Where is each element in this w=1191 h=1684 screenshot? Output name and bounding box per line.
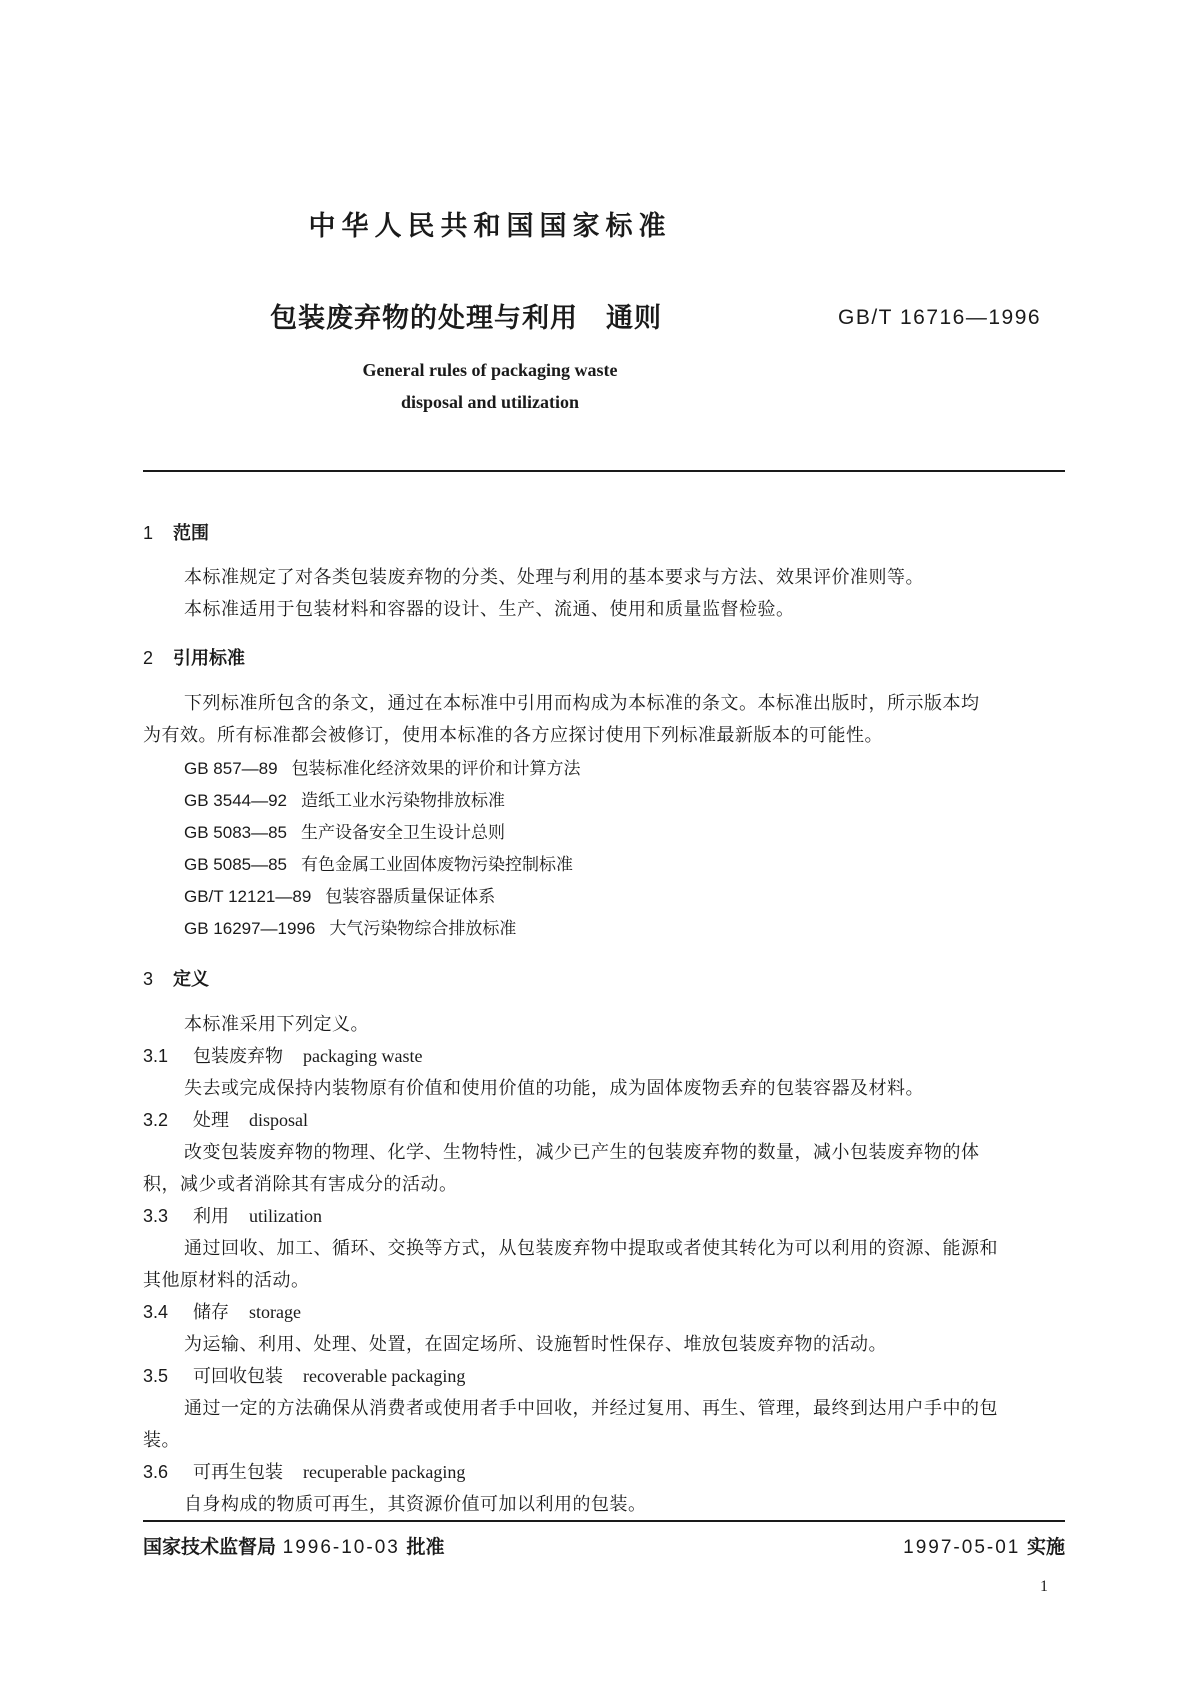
term-en: utilization [249,1206,322,1226]
reference-code: GB 857—89 [184,759,278,778]
term-en: packaging waste [303,1046,423,1066]
term-cn: 利用 [193,1206,229,1227]
term-cn: 储存 [193,1302,229,1323]
implementation-info [903,1532,1065,1559]
term-heading [143,1298,301,1324]
reference-item [184,786,505,811]
title-cn-sub: 通则 [606,303,662,334]
title-en-line1: General rules of packaging waste [362,360,618,380]
term-number: 3.3 [143,1206,169,1226]
paragraph: 本标准采用下列定义。 [184,1014,369,1035]
term-definition: 失去或完成保持内装物原有价值和使用价值的功能，成为固体废物丢弃的包装容器及材料。 [184,1078,924,1099]
term-definition: 其他原材料的活动。 [143,1270,310,1291]
reference-title: 生产设备安全卫生设计总则 [301,823,506,843]
reference-title: 包装标准化经济效果的评价和计算方法 [291,759,581,779]
term-number: 3.1 [143,1046,169,1066]
term-heading [143,1458,465,1484]
term-cn: 包装废弃物 [193,1046,283,1067]
reference-code: GB/T 12121—89 [184,887,312,906]
approve-org: 国家技术监督局 [143,1536,277,1558]
term-number: 3.5 [143,1366,169,1386]
term-cn: 可回收包装 [193,1366,283,1387]
section-title: 引用标准 [173,648,245,669]
term-number: 3.2 [143,1110,169,1130]
section-number: 2 [143,648,154,668]
impl-label: 实施 [1026,1536,1065,1558]
section-number: 3 [143,969,154,989]
section-1-heading [143,519,209,545]
term-definition: 为运输、利用、处理、处置，在固定场所、设施暂时性保存、堆放包装废弃物的活动。 [184,1334,887,1355]
section-2-heading [143,644,245,670]
approval-info [143,1532,444,1559]
term-definition: 通过回收、加工、循环、交换等方式，从包装废弃物中提取或者使其转化为可以利用的资源、能源和 [184,1238,998,1259]
reference-item [184,818,505,843]
term-heading [143,1106,308,1132]
section-title: 定义 [173,969,209,990]
term-definition: 改变包装废弃物的物理、化学、生物特性，减少已产生的包装废弃物的数量，减小包装废弃物的体 [184,1142,980,1163]
section-number: 1 [143,523,154,543]
term-number: 3.6 [143,1462,169,1482]
term-number: 3.4 [143,1302,169,1322]
header-divider [143,470,1065,472]
term-heading [143,1042,422,1068]
title-cn-main: 包装废弃物的处理与利用 [270,303,578,334]
section-3-heading [143,965,209,991]
reference-title: 造纸工业水污染物排放标准 [301,791,506,811]
term-definition: 自身构成的物质可再生，其资源价值可加以利用的包装。 [184,1494,647,1515]
reference-item [184,754,581,779]
title-en-line2: disposal and utilization [400,392,580,412]
term-en: recoverable packaging [303,1366,466,1386]
reference-code: GB 3544—92 [184,791,288,810]
reference-title: 大气污染物综合排放标准 [329,919,517,939]
document-title-cn [270,296,662,335]
reference-title: 包装容器质量保证体系 [325,887,496,907]
reference-item [184,882,495,907]
term-definition: 积，减少或者消除其有害成分的活动。 [143,1174,458,1195]
paragraph: 下列标准所包含的条文，通过在本标准中引用而构成为本标准的条文。本标准出版时，所示版本均 [184,693,980,714]
paragraph: 为有效。所有标准都会被修订，使用本标准的各方应探讨使用下列标准最新版本的可能性。 [143,725,883,746]
reference-item [184,850,573,875]
reference-code: GB 5083—85 [184,823,288,842]
term-en: recuperable packaging [303,1462,466,1482]
reference-title: 有色金属工业固体废物污染控制标准 [301,855,574,875]
paragraph: 本标准规定了对各类包装废弃物的分类、处理与利用的基本要求与方法、效果评价准则等。 [184,567,924,588]
reference-code: GB 5085—85 [184,855,288,874]
term-definition: 装。 [143,1430,180,1451]
reference-item [184,914,516,939]
term-heading [143,1202,322,1228]
standard-code: GB/T 16716—1996 [838,306,1042,329]
term-cn: 可再生包装 [193,1462,283,1483]
term-en: storage [249,1302,301,1322]
term-definition: 通过一定的方法确保从消费者或使用者手中回收，并经过复用、再生、管理，最终到达用户手中的包 [184,1398,998,1419]
section-title: 范围 [173,523,209,544]
paragraph: 本标准适用于包装材料和容器的设计、生产、流通、使用和质量监督检验。 [184,599,795,620]
national-standard-heading: 中华人民共和国国家标准 [308,211,672,242]
footer-divider [143,1520,1065,1522]
page-number: 1 [1040,1578,1048,1595]
term-en: disposal [249,1110,309,1130]
impl-date: 1997-05-01 [903,1537,1021,1558]
term-cn: 处理 [193,1110,229,1131]
approve-date: 1996-10-03 [282,1537,400,1558]
term-heading [143,1362,465,1388]
approve-label: 批准 [406,1536,445,1558]
reference-code: GB 16297—1996 [184,919,316,938]
